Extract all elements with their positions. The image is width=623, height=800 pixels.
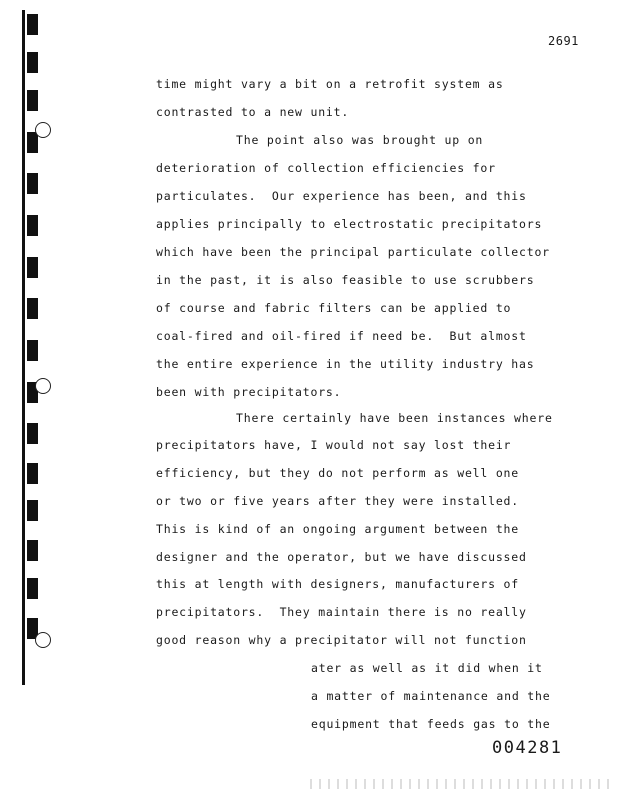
punch-hole: [35, 632, 51, 648]
text-line: coal-fired and oil-fired if need be. But almost: [156, 329, 527, 343]
binding-mark: [27, 540, 38, 561]
binding-mark: [27, 463, 38, 484]
text-line: the entire experience in the utility industry has: [156, 357, 535, 371]
text-line: There certainly have been instances where: [236, 411, 553, 425]
binding-mark: [27, 14, 38, 35]
text-line: equipment that feeds gas to the: [311, 717, 551, 731]
binding-mark: [27, 298, 38, 319]
text-line: contrasted to a new unit.: [156, 105, 350, 119]
text-line: been with precipitators.: [156, 385, 342, 399]
binding-mark: [27, 340, 38, 361]
document-id-stamp: 004281: [492, 738, 563, 758]
text-line: or two or five years after they were installed.: [156, 494, 520, 508]
text-line: this at length with designers, manufacturers of: [156, 577, 520, 591]
binding-mark: [27, 215, 38, 236]
binding-mark: [27, 173, 38, 194]
binding-mark: [27, 578, 38, 599]
text-line: time might vary a bit on a retrofit system as: [156, 77, 504, 91]
punch-hole: [35, 122, 51, 138]
margin-rule: [22, 10, 25, 685]
text-line: precipitators. They maintain there is no really: [156, 605, 527, 619]
binding-mark: [27, 90, 38, 111]
scan-artifact: [310, 779, 610, 789]
text-line: good reason why a precipitator will not function: [156, 633, 527, 647]
text-line: The point also was brought up on: [236, 133, 484, 147]
text-line: designer and the operator, but we have discussed: [156, 550, 527, 564]
text-line: efficiency, but they do not perform as well one: [156, 466, 520, 480]
text-line: applies principally to electrostatic precipitators: [156, 217, 543, 231]
text-line: in the past, it is also feasible to use scrubbers: [156, 273, 535, 287]
binding-mark: [27, 500, 38, 521]
text-line: of course and fabric filters can be applied to: [156, 301, 512, 315]
text-line: ater as well as it did when it: [311, 661, 543, 675]
punch-hole: [35, 378, 51, 394]
page-number: 2691: [548, 34, 579, 48]
text-line: This is kind of an ongoing argument between the: [156, 522, 520, 536]
text-line: precipitators have, I would not say lost their: [156, 438, 512, 452]
text-line: which have been the principal particulate collector: [156, 245, 550, 259]
text-line: deterioration of collection efficiencies for: [156, 161, 496, 175]
binding-mark: [27, 52, 38, 73]
binding-mark: [27, 423, 38, 444]
text-line: a matter of maintenance and the: [311, 689, 551, 703]
text-line: particulates. Our experience has been, and this: [156, 189, 527, 203]
binding-mark: [27, 257, 38, 278]
